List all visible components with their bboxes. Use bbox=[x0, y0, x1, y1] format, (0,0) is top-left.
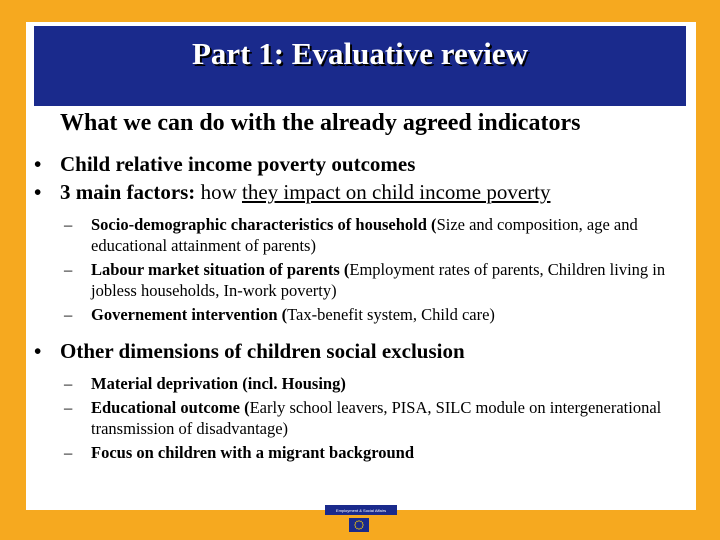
sub-bullet-item bbox=[34, 214, 694, 256]
dash-marker: – bbox=[64, 374, 73, 393]
dash-marker: – bbox=[64, 398, 73, 417]
sub-bullet-item bbox=[34, 442, 694, 463]
bullet-underlined: they impact on child income poverty bbox=[241, 180, 551, 204]
sub-bullet-item bbox=[34, 397, 694, 439]
sub-bullet-bold: Governement intervention ( bbox=[91, 305, 288, 324]
slide-subtitle: What we can do with the already agreed indicators bbox=[60, 110, 581, 136]
bullet-lead: 3 main factors: bbox=[60, 180, 196, 204]
bullet-middle: how bbox=[195, 180, 242, 204]
bullet-item bbox=[34, 150, 694, 178]
sub-bullet-bold: Focus on children with a migrant background bbox=[91, 443, 415, 462]
bullet-marker: • bbox=[34, 152, 42, 176]
bullet-item bbox=[34, 178, 694, 206]
sub-bullet-bold: Socio-demographic characteristics of household ( bbox=[91, 215, 437, 234]
title-bar bbox=[34, 26, 686, 106]
sub-bullet-bold: Material deprivation (incl. Housing) bbox=[91, 374, 346, 393]
eu-flag-icon bbox=[349, 518, 369, 532]
bullet-marker: • bbox=[34, 180, 42, 204]
footer-label: Employment & Social Affairs bbox=[325, 505, 397, 515]
sub-bullet-rest: Tax-benefit system, Child care) bbox=[287, 305, 495, 324]
sub-bullet-item bbox=[34, 373, 694, 394]
slide-title: Part 1: Evaluative review bbox=[191, 36, 529, 71]
sub-bullet-item bbox=[34, 259, 694, 301]
dash-marker: – bbox=[64, 260, 73, 279]
dash-marker: – bbox=[64, 305, 73, 324]
dash-marker: – bbox=[64, 443, 73, 462]
bullet-item bbox=[34, 337, 694, 365]
sub-bullet-item bbox=[34, 304, 694, 325]
sub-bullet-rest: Employment rates of parents, Children living in jobless households, In-work poverty) bbox=[91, 260, 666, 300]
bullet-text: Other dimensions of children social exclusion bbox=[60, 339, 465, 363]
bullet-marker: • bbox=[34, 339, 42, 363]
sub-bullet-bold: Educational outcome ( bbox=[91, 398, 250, 417]
bullet-text: Child relative income poverty outcomes bbox=[60, 152, 416, 176]
sub-bullet-rest: Early school leavers, PISA, SILC module on intergenerational transmission of disadvantage) bbox=[91, 398, 662, 438]
sub-bullet-bold: Labour market situation of parents ( bbox=[91, 260, 350, 279]
sub-bullet-rest: Size and composition, age and educational attainment of parents) bbox=[91, 215, 638, 255]
dash-marker: – bbox=[64, 215, 73, 234]
slide-content bbox=[34, 150, 694, 463]
